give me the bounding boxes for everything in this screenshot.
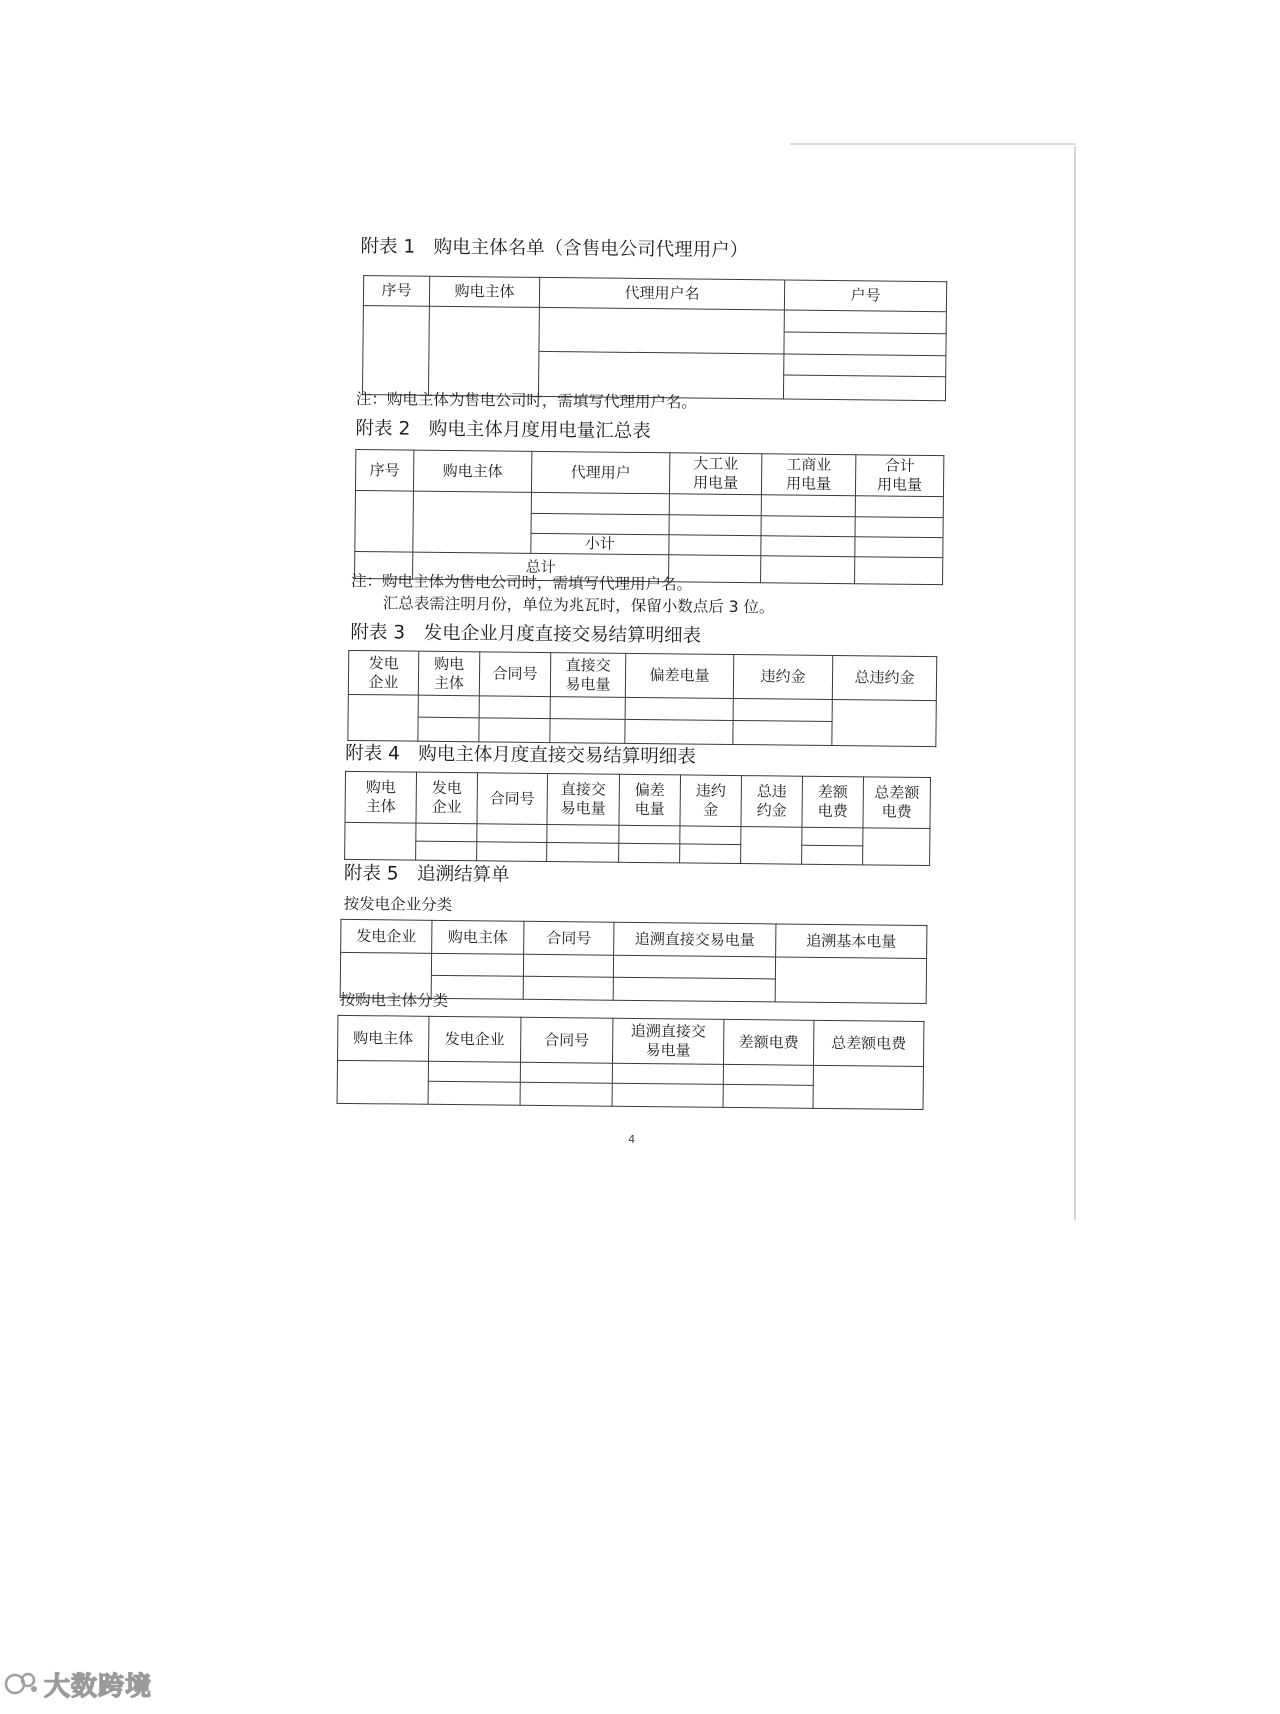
t3-direct-trade-volume-cell bbox=[550, 719, 625, 744]
t1-account-no-cell bbox=[783, 375, 945, 401]
t4-difference-fee-cell bbox=[802, 845, 863, 865]
t4-header-contract-no: 合同号 bbox=[477, 773, 548, 825]
table3-generator-settlement-detail bbox=[347, 650, 937, 747]
t4-difference-fee-cell bbox=[802, 827, 863, 846]
t3-header-deviation-volume: 偏差电量 bbox=[625, 653, 733, 698]
t5b-header-total-difference-fee: 总差额电费 bbox=[813, 1020, 923, 1066]
page-number: 4 bbox=[628, 1132, 636, 1146]
t4-penalty-cell bbox=[680, 844, 741, 864]
t5b-retro-direct-volume-cell bbox=[612, 1083, 723, 1107]
t2-total-consumption-cell bbox=[855, 537, 943, 558]
t4-header-total-difference-fee: 总差额 电费 bbox=[863, 777, 931, 829]
t5b-header-retro-direct-volume: 追溯直接交 易电量 bbox=[612, 1018, 723, 1064]
t3-deviation-volume-cell bbox=[625, 719, 733, 744]
t4-generator-cell bbox=[416, 823, 477, 842]
t2-header-seq: 序号 bbox=[355, 450, 413, 492]
t4-header-buyer: 购电 主体 bbox=[345, 771, 417, 823]
t3-contract-no-cell bbox=[479, 696, 550, 719]
table5-retro-by-buyer bbox=[337, 1015, 925, 1110]
table5-by-buyer-label: 按购电主体分类 bbox=[339, 990, 449, 1011]
t2-buyer-cell bbox=[413, 491, 532, 553]
table4-buyer-settlement-detail bbox=[344, 771, 931, 866]
t3-header-generator: 发电 企业 bbox=[348, 650, 418, 695]
table2-monthly-consumption-summary bbox=[354, 449, 944, 585]
t2-total-consumption-cell bbox=[855, 557, 943, 585]
t3-buyer-cell bbox=[418, 717, 479, 742]
t2-total-consumption-cell bbox=[855, 496, 943, 518]
t5b-header-difference-fee: 差额电费 bbox=[723, 1019, 813, 1065]
t2-header-commercial: 工商业 用电量 bbox=[761, 454, 855, 496]
t2-header-buyer: 购电主体 bbox=[413, 450, 531, 492]
t3-contract-no-cell bbox=[479, 718, 550, 743]
t4-header-deviation-volume: 偏差 电量 bbox=[619, 774, 681, 826]
t4-penalty-cell bbox=[680, 826, 741, 845]
t1-header-agent-user-name: 代理用户名 bbox=[539, 277, 784, 310]
t5a-buyer-cell bbox=[431, 953, 523, 976]
t4-deviation-volume-cell bbox=[619, 825, 680, 844]
table5-by-generator-label: 按发电企业分类 bbox=[343, 894, 453, 915]
t5a-retro-direct-volume-cell bbox=[613, 977, 775, 1002]
t1-header-account-no: 户号 bbox=[784, 280, 946, 312]
t1-buyer-cell bbox=[428, 306, 539, 396]
t5a-contract-no-cell bbox=[523, 954, 613, 977]
t2-commercial-cell bbox=[761, 536, 855, 557]
t4-contract-no-cell bbox=[477, 824, 547, 843]
t5a-header-contract-no: 合同号 bbox=[524, 921, 614, 955]
t1-account-no-cell bbox=[784, 310, 946, 334]
t2-commercial-cell bbox=[761, 516, 855, 537]
t5b-generator-cell bbox=[428, 1081, 520, 1105]
t3-direct-trade-volume-cell bbox=[550, 697, 625, 720]
t4-direct-trade-volume-cell bbox=[547, 843, 619, 863]
t2-header-large-industry: 大工业 用电量 bbox=[669, 453, 761, 495]
t5a-contract-no-cell bbox=[523, 976, 613, 1000]
t2-subtotal-label: 小计 bbox=[531, 533, 669, 554]
t2-large-industry-cell bbox=[669, 494, 761, 516]
t2-total-label: 总计 bbox=[413, 552, 669, 582]
table1-buyer-list bbox=[362, 275, 947, 401]
t3-header-buyer: 购电 主体 bbox=[418, 651, 479, 696]
t2-commercial-cell bbox=[761, 556, 855, 584]
t2-agent-user-cell bbox=[531, 492, 669, 514]
watermark bbox=[4, 1664, 152, 1704]
t1-header-seq: 序号 bbox=[363, 276, 429, 307]
watermark-text: 大数跨境 bbox=[44, 1671, 153, 1702]
t5b-contract-no-cell bbox=[520, 1062, 612, 1083]
t1-agent-user-name-cell bbox=[539, 307, 784, 354]
t5b-contract-no-cell bbox=[520, 1082, 612, 1106]
t4-buyer-cell bbox=[345, 822, 416, 860]
t5a-retro-direct-volume-cell bbox=[613, 955, 775, 979]
t5b-difference-fee-cell bbox=[723, 1064, 813, 1085]
t5b-header-buyer: 购电主体 bbox=[338, 1015, 429, 1061]
t2-large-industry-cell bbox=[669, 535, 761, 556]
t3-penalty-cell bbox=[733, 720, 832, 745]
t5b-difference-fee-cell bbox=[723, 1084, 813, 1108]
t5b-buyer-cell bbox=[337, 1060, 428, 1104]
t4-total-penalty-cell bbox=[741, 827, 802, 865]
table2-title: 附表 2 购电主体月度用电量汇总表 bbox=[355, 418, 651, 443]
t2-seq-cell bbox=[355, 491, 414, 553]
t3-deviation-volume-cell bbox=[625, 697, 733, 720]
t4-header-difference-fee: 差额 电费 bbox=[802, 776, 864, 828]
t1-seq-cell bbox=[362, 306, 429, 396]
t2-total-consumption-cell bbox=[855, 517, 943, 538]
t5a-header-generator: 发电企业 bbox=[341, 919, 432, 953]
t4-total-difference-fee-cell bbox=[863, 828, 930, 866]
table3-title: 附表 3 发电企业月度直接交易结算明细表 bbox=[350, 621, 702, 647]
t5b-generator-cell bbox=[428, 1061, 520, 1082]
t3-header-contract-no: 合同号 bbox=[479, 652, 550, 697]
t5a-header-retro-direct-volume: 追溯直接交易电量 bbox=[614, 922, 776, 957]
t3-generator-cell bbox=[348, 694, 418, 741]
t5b-retro-direct-volume-cell bbox=[612, 1063, 723, 1084]
t2-header-total-consumption: 合计 用电量 bbox=[855, 455, 943, 497]
table1-title: 附表 1 购电主体名单（含售电公司代理用户） bbox=[360, 236, 749, 262]
table2-note-1: 注：购电主体为售电公司时，需填写代理用户名。 bbox=[350, 571, 693, 594]
t4-header-total-penalty: 总违 约金 bbox=[741, 776, 803, 828]
t5a-header-retro-base-volume: 追溯基本电量 bbox=[776, 924, 927, 959]
t2-header-agent-user: 代理用户 bbox=[531, 451, 669, 493]
t4-header-generator: 发电 企业 bbox=[416, 772, 478, 824]
t1-header-buyer: 购电主体 bbox=[429, 276, 539, 307]
t5b-total-difference-fee-cell bbox=[813, 1065, 923, 1109]
t5a-retro-base-volume-cell bbox=[775, 957, 926, 1004]
t4-header-direct-trade-volume: 直接交 易电量 bbox=[547, 774, 620, 826]
t3-buyer-cell bbox=[418, 695, 479, 718]
t2-commercial-cell bbox=[761, 495, 855, 517]
t2-agent-user-cell bbox=[531, 513, 669, 534]
t3-total-penalty-cell bbox=[832, 700, 936, 747]
table5-title: 附表 5 追溯结算单 bbox=[343, 862, 510, 886]
t5b-header-contract-no: 合同号 bbox=[520, 1017, 612, 1063]
t3-header-penalty: 违约金 bbox=[733, 654, 832, 699]
t4-contract-no-cell bbox=[477, 842, 547, 862]
t5b-header-generator: 发电企业 bbox=[428, 1016, 520, 1062]
table4-title: 附表 4 购电主体月度直接交易结算明细表 bbox=[345, 742, 696, 768]
t5a-header-buyer: 购电主体 bbox=[432, 920, 524, 954]
table2-note-2: 汇总表需注明月份，单位为兆瓦时，保留小数点后 3 位。 bbox=[382, 594, 775, 617]
t1-account-no-cell bbox=[784, 354, 946, 377]
t4-generator-cell bbox=[416, 841, 477, 861]
t4-deviation-volume-cell bbox=[619, 843, 680, 863]
t2-large-industry-cell bbox=[669, 515, 761, 536]
t3-penalty-cell bbox=[733, 698, 832, 721]
t4-direct-trade-volume-cell bbox=[547, 825, 619, 844]
t1-account-no-cell bbox=[784, 332, 946, 356]
table1-note: 注：购电主体为售电公司时，需填写代理用户名。 bbox=[355, 390, 698, 412]
t4-header-penalty: 违约 金 bbox=[680, 775, 742, 827]
t3-header-direct-trade-volume: 直接交 易电量 bbox=[550, 653, 625, 698]
watermark-logo-icon bbox=[4, 1669, 40, 1699]
t3-header-total-penalty: 总违约金 bbox=[832, 656, 936, 701]
